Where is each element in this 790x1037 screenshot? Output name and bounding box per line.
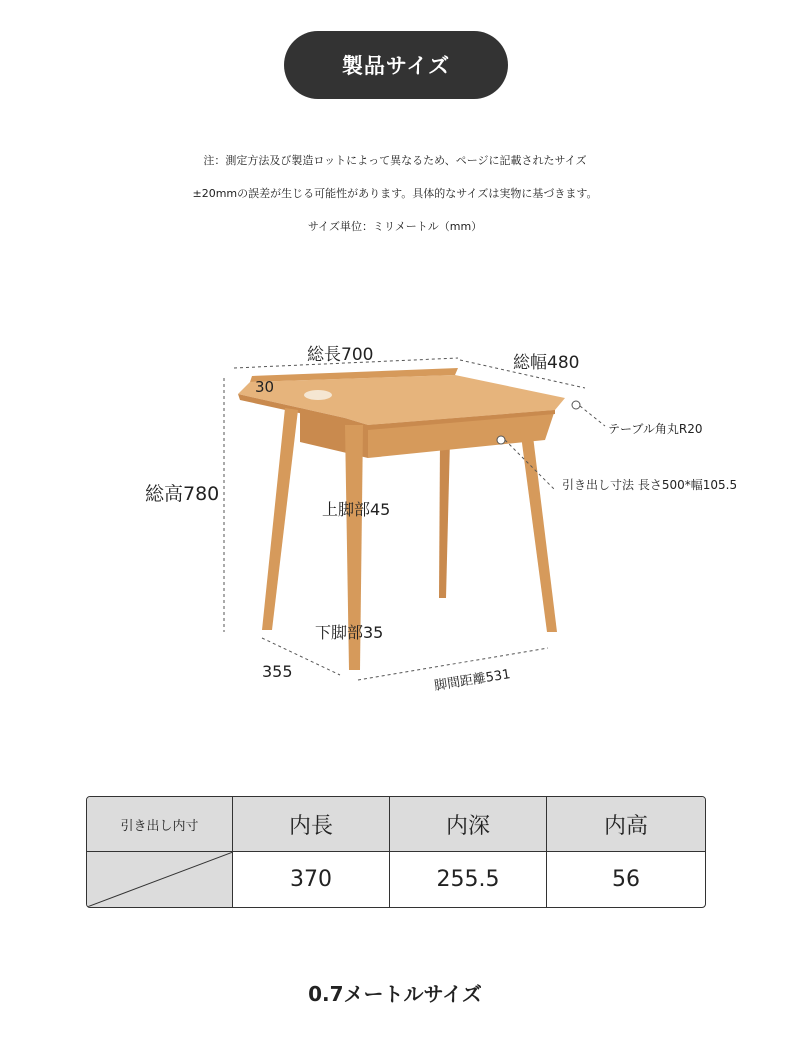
front-left-leg xyxy=(262,408,298,630)
front-right-leg xyxy=(520,428,557,632)
note-line-2: ±20mmの誤差が生じる可能性があります。具体的なサイズは実物に基づきます。 xyxy=(192,187,598,200)
leg-depth-label: 355 xyxy=(262,662,293,681)
table-diagonal-cell xyxy=(87,852,233,907)
table-header-inner-depth: 内深 xyxy=(390,797,547,852)
table-value-inner-length: 370 xyxy=(233,852,390,907)
corner-marker xyxy=(572,401,580,409)
desk-dimension-figure xyxy=(0,330,790,710)
note-line-3: サイズ単位：ミリメートル（mm） xyxy=(307,220,483,233)
size-caption: 0.7メートルサイズ xyxy=(308,982,482,1006)
corner-radius-label: テーブル角丸R20 xyxy=(608,422,703,436)
total-length-label: 総長700 xyxy=(307,345,374,365)
note-line-1: 注：測定方法及び製造ロットによって異なるため、ページに記載されたサイズ xyxy=(203,154,587,167)
total-width-label: 総幅480 xyxy=(513,353,580,373)
table-corner-label: 引き出し内寸 xyxy=(87,797,233,852)
drawer-inner-size-table xyxy=(86,796,706,908)
table-value-inner-depth: 255.5 xyxy=(390,852,547,907)
cable-hole xyxy=(304,390,332,400)
section-title-pill xyxy=(284,31,508,99)
lower-leg-label: 下脚部35 xyxy=(315,623,384,642)
table-header-inner-length: 内長 xyxy=(233,797,390,852)
table-header-inner-height: 内高 xyxy=(547,797,705,852)
total-height-label: 総高780 xyxy=(145,483,220,505)
table-value-inner-height: 56 xyxy=(612,867,640,892)
leg-distance-label: 脚間距離531 xyxy=(433,667,512,694)
top-thickness-label: 30 xyxy=(255,378,275,396)
drawer-marker xyxy=(497,436,505,444)
upper-leg-label: 上脚部45 xyxy=(322,500,391,519)
drawer-size-label: 引き出し寸法 長さ500*幅105.5 xyxy=(562,478,738,492)
back-right-leg xyxy=(439,440,450,598)
section-title: 製品サイズ xyxy=(341,54,451,78)
